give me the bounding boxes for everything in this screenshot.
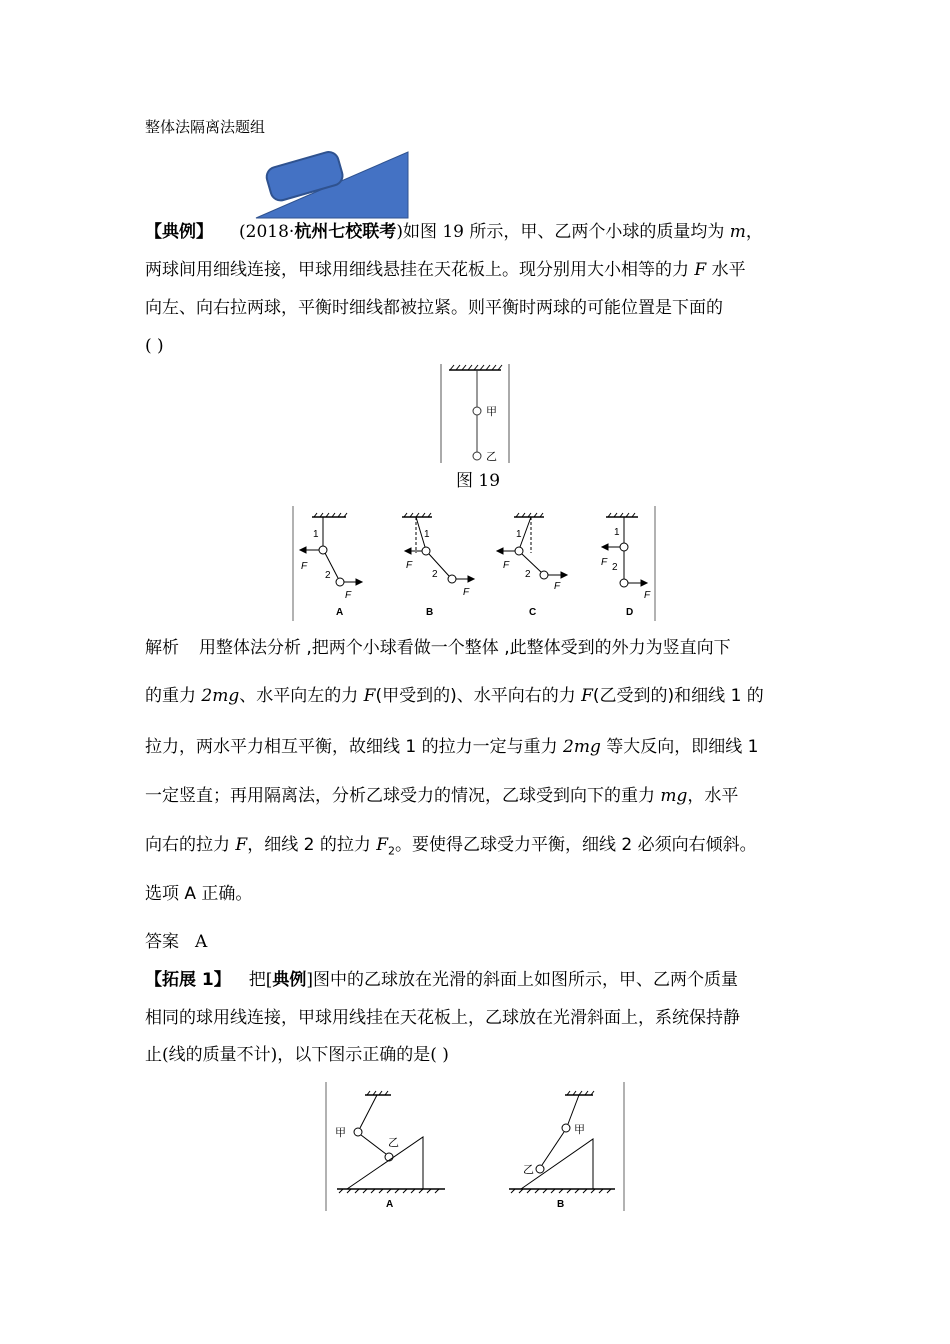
ext-a-ball-top: 甲: [335, 1127, 346, 1139]
example-line-3: 向左、向右拉两球，平衡时细线都被拉紧。则平衡时两球的可能位置是下面的: [145, 298, 723, 318]
decorative-slope-graphic: [252, 148, 412, 220]
svg-text:F: F: [601, 557, 608, 568]
analysis-line-5: 向右的拉力 F，细线 2 的拉力 $F_2$。要使得乙球受力平衡，细线 2 必须向右倾斜。: [145, 835, 757, 858]
svg-text:F: F: [463, 587, 470, 598]
example-source: 杭州七校联考: [294, 222, 397, 242]
svg-text:1: 1: [424, 529, 430, 540]
example-line-2: 两球间用细线连接，甲球用细线悬挂在天花板上。现分别用大小相等的力 F 水平: [145, 260, 746, 280]
ball-label-top: 甲: [486, 406, 497, 418]
option-label-a: A: [336, 607, 344, 618]
options-figure: [292, 505, 656, 623]
svg-text:F: F: [644, 590, 651, 601]
analysis-line-3: 拉力，两水平力相互平衡，故细线 1 的拉力一定与重力 2mg 等大反向，即细线 1: [145, 737, 759, 757]
svg-text:F: F: [503, 560, 510, 571]
analysis-line-6: 选项 A 正确。: [145, 884, 253, 904]
option-label-b: B: [426, 607, 434, 618]
svg-text:1: 1: [516, 529, 522, 540]
figure-19: [440, 363, 510, 465]
svg-text:F: F: [345, 590, 352, 601]
example-line-4: ( ): [145, 336, 164, 356]
svg-text:F: F: [406, 560, 413, 571]
page-heading: 整体法隔离法题组: [145, 118, 266, 136]
ext-a-ball-bottom: 乙: [388, 1137, 399, 1149]
option-label-c: C: [529, 607, 537, 618]
option-label-d: D: [626, 607, 634, 618]
extension-line-3: 止(线的质量不计)，以下图示正确的是( ): [145, 1045, 449, 1065]
extension-figure: [325, 1081, 625, 1213]
analysis-label: 解析: [145, 638, 179, 658]
svg-text:2: 2: [525, 569, 531, 580]
extension-line-2: 相同的球用线连接，甲球用线挂在天花板上，乙球放在光滑斜面上，系统保持静: [145, 1008, 740, 1028]
answer-line: [145, 932, 207, 952]
analysis-line-2: 的重力 2mg、水平向左的力 F(甲受到的)、水平向右的力 F(乙受到的)和细线 1 的: [145, 686, 764, 706]
analysis-line-1: 解析 用整体法分析 ,把两个小球看做一个整体 ,此整体受到的外力为竖直向下: [145, 638, 731, 658]
ext-label-a: A: [386, 1199, 394, 1210]
svg-text:2: 2: [432, 569, 438, 580]
svg-text:1: 1: [614, 527, 620, 538]
answer-value: A: [195, 932, 208, 952]
example-line-1: 【典例】 (2018·杭州七校联考)如图 19 所示，甲、乙两个小球的质量均为 m，: [145, 222, 763, 242]
svg-text:2: 2: [325, 570, 331, 581]
extension-tag: 【拓展 1】: [145, 970, 231, 990]
analysis-line-4: 一定竖直；再用隔离法，分析乙球受力的情况，乙球受到向下的重力 mg，水平: [145, 786, 739, 806]
extension-line-1: 【拓展 1】 把[典例]图中的乙球放在光滑的斜面上如图所示，甲、乙两个质量: [145, 970, 739, 990]
answer-label: 答案: [145, 932, 179, 952]
ball-label-bottom: 乙: [486, 451, 497, 463]
svg-text:2: 2: [612, 562, 618, 573]
svg-text:F: F: [301, 561, 308, 572]
svg-text:F: F: [554, 581, 561, 592]
ext-b-ball-top: 甲: [574, 1124, 585, 1136]
ext-b-ball-bottom: 乙: [523, 1164, 534, 1176]
ext-label-b: B: [557, 1199, 565, 1210]
svg-text:1: 1: [313, 529, 319, 540]
figure-19-caption: 图 19: [456, 471, 501, 491]
example-tag: 【典例】: [145, 222, 213, 242]
